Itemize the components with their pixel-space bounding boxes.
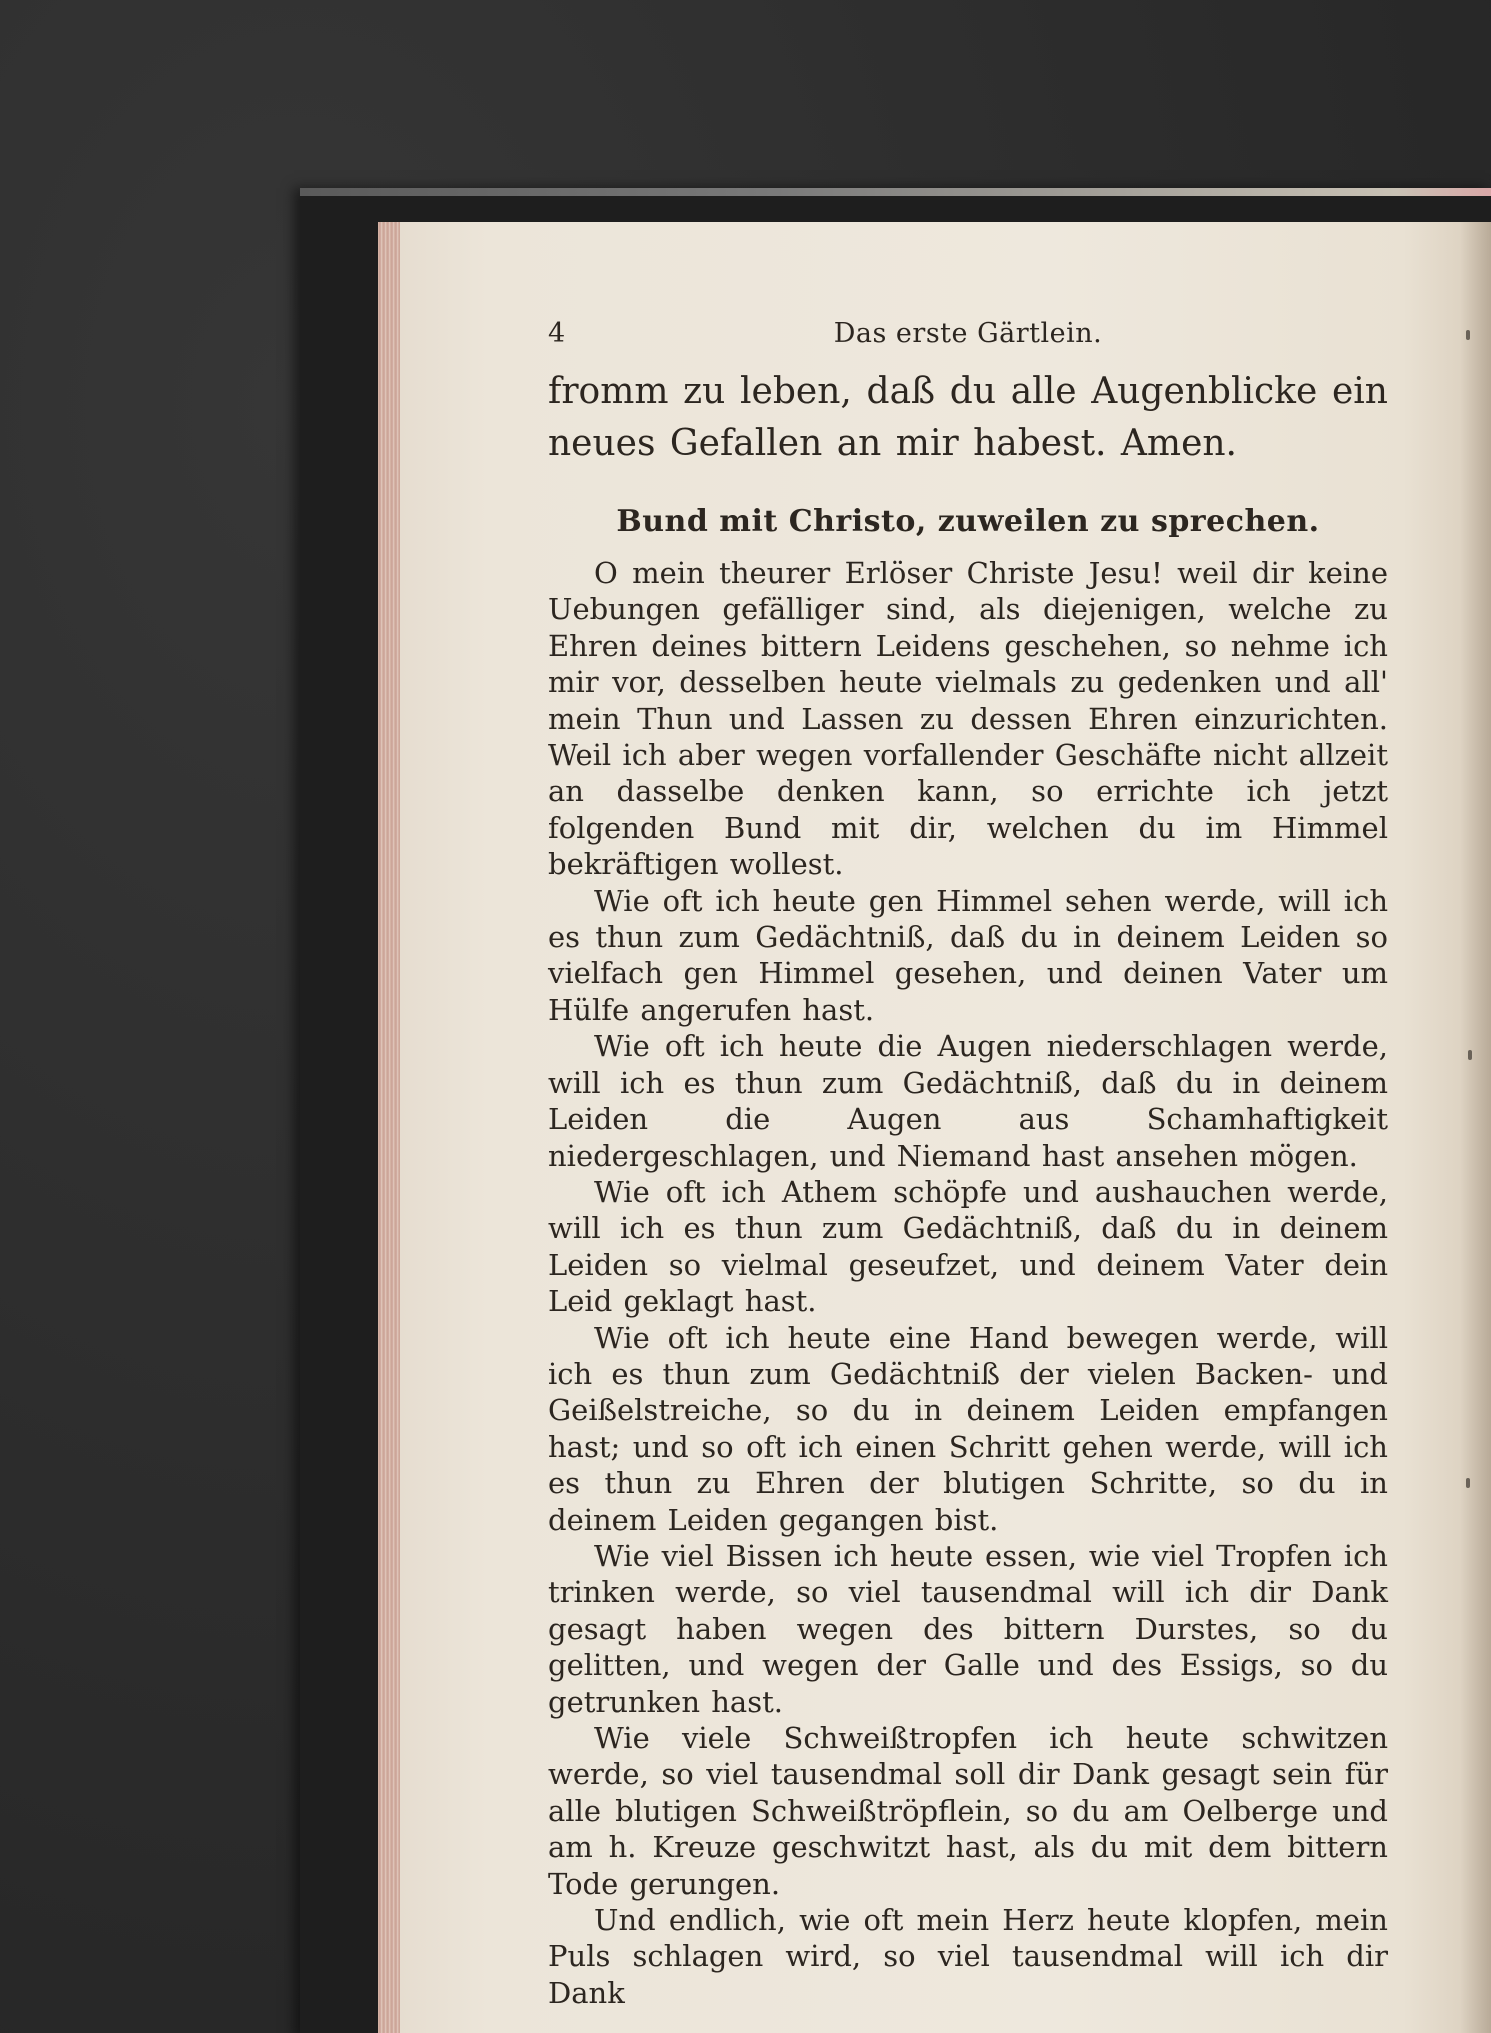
- running-header: [548, 318, 1388, 364]
- book-top-edge: [300, 188, 1491, 196]
- margin-mark: [1466, 1478, 1470, 1488]
- margin-mark: [1466, 330, 1470, 340]
- paragraph: Wie viel Bissen ich heute essen, wie viel Tropfen ich trinken werde, so viel tausendmal will ich dir Dank gesagt haben wegen des bittern Durstes, so du gelitten, und wegen der Galle und des Essigs, so du getrunken hast.: [548, 1538, 1388, 1719]
- opening-paragraph: fromm zu leben, daß du alle Augenblicke ein neues Gefallen an mir habest. Amen.: [548, 371, 1388, 464]
- page-edges: [378, 222, 400, 2033]
- page-number: 4: [548, 318, 566, 349]
- section-heading: Bund mit Christo, zuweilen zu sprechen.: [616, 504, 1320, 539]
- paragraph: Wie oft ich heute die Augen niederschlagen werde, will ich es thun zum Gedächtniß, daß du in deinem Leiden die Augen aus Schamhaftigkeit niedergeschlagen, und Niemand hast ansehen mögen.: [548, 1029, 1388, 1173]
- paragraph: Wie oft ich Athem schöpfe und aushauchen werde, will ich es thun zum Gedächtniß, daß du in deinem Leiden so vielmal geseufzet, und deinem Vater dein Leid geklagt hast.: [548, 1174, 1388, 1319]
- page-gutter-shadow: [1460, 222, 1491, 2033]
- page-text: [548, 318, 1388, 2011]
- paragraph: Wie viele Schweißtropfen ich heute schwitzen werde, so viel tausendmal soll dir Dank gesagt sein für alle blutigen Schweißtröpflein, so du am Oelberge und am h. Kreuze geschwitzt hast, als du mit dem bittern Tode gerungen.: [548, 1721, 1388, 1901]
- paragraph: Wie oft ich heute gen Himmel sehen werde, will ich es thun zum Gedächtniß, daß du in deinem Leiden so vielfach gen Himmel gesehen, und deinen Vater um Hülfe angerufen hast.: [548, 883, 1388, 1027]
- paragraph: Wie oft ich heute eine Hand bewegen werde, will ich es thun zum Gedächtniß der vielen Backen- und Geißelstreiche, so du in deinem Leiden empfangen hast; und so oft ich einen Schritt gehen werde, will ich es thun zu Ehren der blutigen Schritte, so du in deinem Leiden gegangen bist.: [548, 1320, 1388, 1537]
- paragraph: O mein theurer Erlöser Christe Jesu! weil dir keine Uebungen gefälliger sind, als diejenigen, welche zu Ehren deines bittern Leidens geschehen, so nehme ich mir vor, desselben heute vielmals zu gedenken und all' mein Thun und Lassen zu dessen Ehren einzurichten. Weil ich aber wegen vorfallender Geschäfte nicht allzeit an dasselbe denken kann, so errichte ich jetzt folgenden Bund mit dir, welchen du im Himmel bekräftigen wollest.: [548, 556, 1388, 882]
- running-title: Das erste Gärtlein.: [833, 318, 1103, 349]
- margin-mark: [1468, 1050, 1472, 1060]
- paragraph: Und endlich, wie oft mein Herz heute klopfen, mein Puls schlagen wird, so viel tausendmal will ich dir Dank: [548, 1903, 1388, 2010]
